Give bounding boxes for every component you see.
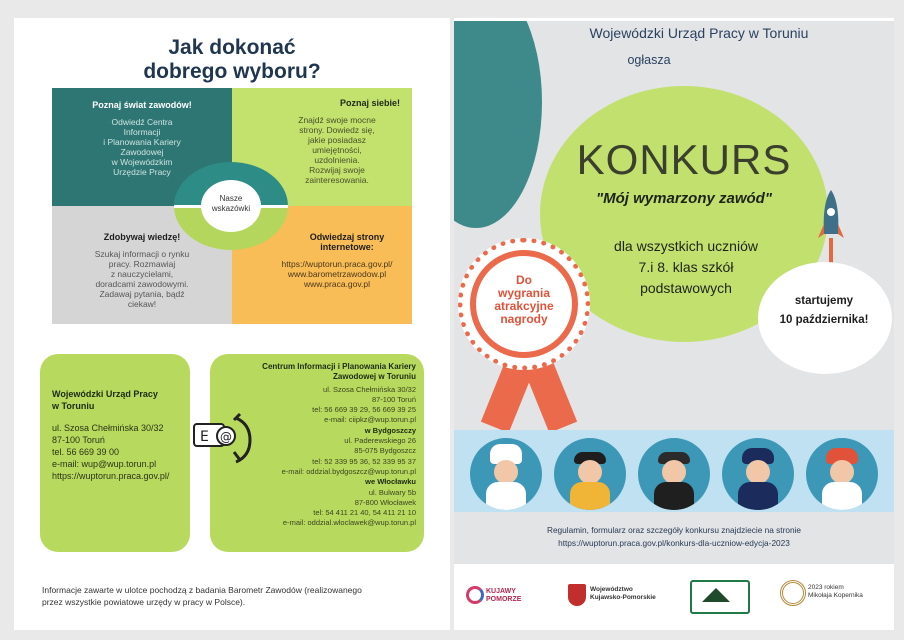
kujawy-pomorze-logo: KUJAWY POMORZE (462, 576, 542, 616)
target-audience: dla wszystkich uczniów 7.i 8. klas szkół podstawowych (614, 238, 758, 296)
center-label: Nasze wskazówki (211, 194, 251, 213)
footnote: Informacje zawarte w ulotce pochodzą z badania Barometr Zawodów (realizowanego przez wszystkie powiatowe urzędy w pracy w Polsce). (42, 585, 362, 607)
logos-strip (454, 564, 894, 630)
leaflet-title: Jak dokonać dobrego wyboru? (143, 36, 321, 83)
start-date: startujemy 10 października! (779, 295, 869, 326)
painter-avatar-icon (806, 438, 878, 510)
voivodeship-crest-logo: Województwo Kujawsko-Pomorskie (564, 576, 664, 616)
announces-text: ogłasza (627, 53, 671, 67)
prize-badge: Do wygrania atrakcyjne nagrody (458, 238, 590, 370)
centrum-contact-box: Centrum Informacji i Planowania Kariery Zawodowej w Toruniu ul. Szosa Chełmińska 30/32 87-100 Toruń tel: 56 669 39 29, 56 669 39 25 e-mail: ciipkz@wup.torun.pl w Bydgoszczy ul. Paderewskiego 26 85-075 Bydgoszcz tel: 52 339 95 36, 52 339 95 37 e-mail: oddzial.bydgoszcz@wup.torun.pl we Włocławku ul. Bulwary 5b 87-800 Włocławek tel: 54 411 21 40, 54 411 21 10 e-mail: oddzial.wloclawek@wup.torun.pl (210, 354, 424, 552)
quadrant-zdobywaj-wiedze: Zdobywaj wiedzę! Szukaj informacji o rynku pracy. Rozmawiaj z nauczycielami, doradcami zawodowymi. Zadawaj pytania, bądź ciekaw! (52, 206, 232, 324)
svg-text:@: @ (220, 430, 232, 444)
organizer-header: Wojewódzki Urząd Pracy w Toruniu (589, 25, 809, 41)
contest-title: KONKURS (576, 136, 792, 183)
contest-subtitle: "Mój wymarzony zawód" (596, 190, 772, 207)
chef-avatar-icon (470, 438, 542, 510)
center-circle (174, 162, 288, 250)
labour-office-logo (690, 580, 750, 614)
quadrant-poznaj-swiat: Poznaj świat zawodów! Odwiedź Centra Informacji i Planowania Kariery Zawodowej w Wojewódzkim Urzędzie Pracy (52, 88, 232, 206)
email-phone-icon (190, 408, 254, 470)
rules-info: Regulamin, formularz oraz szczegóły konkursu znajdziecie na stronie https://wuptorun.praca.gov.pl/konkurs-dla-uczniow-edycja-2023 (546, 525, 802, 548)
quadrant-odwiedzaj-strony: Odwiedzaj strony internetowe: https://wuptorun.praca.gov.pl/ www.barometrzawodow.pl www.praca.gov.pl (232, 206, 412, 324)
decor-circle (454, 18, 542, 228)
police-avatar-icon (722, 438, 794, 510)
waiter-avatar-icon (638, 438, 710, 510)
wup-contact-box: Wojewódzki Urząd Pracy w Toruniu ul. Szosa Chełmińska 30/32 87-100 Toruń tel. 56 669 39 00 e-mail: wup@wup.torun.pl https://wuptorun.praca.gov.pl/ (40, 354, 190, 552)
left-page (14, 18, 450, 630)
copernicus-year-logo: 2023 rokiem Mikołaja Kopernika (776, 576, 886, 616)
teacher-avatar-icon (554, 438, 626, 510)
quadrant-poznaj-siebie: Poznaj siebie! Znajdź swoje mocne strony. Dowiedz się, jakie posiadasz umiejętności, uzdolnienia. Rozwijaj swoje zainteresowania. (232, 88, 412, 206)
svg-text:E: E (200, 429, 209, 445)
right-page (454, 18, 894, 630)
